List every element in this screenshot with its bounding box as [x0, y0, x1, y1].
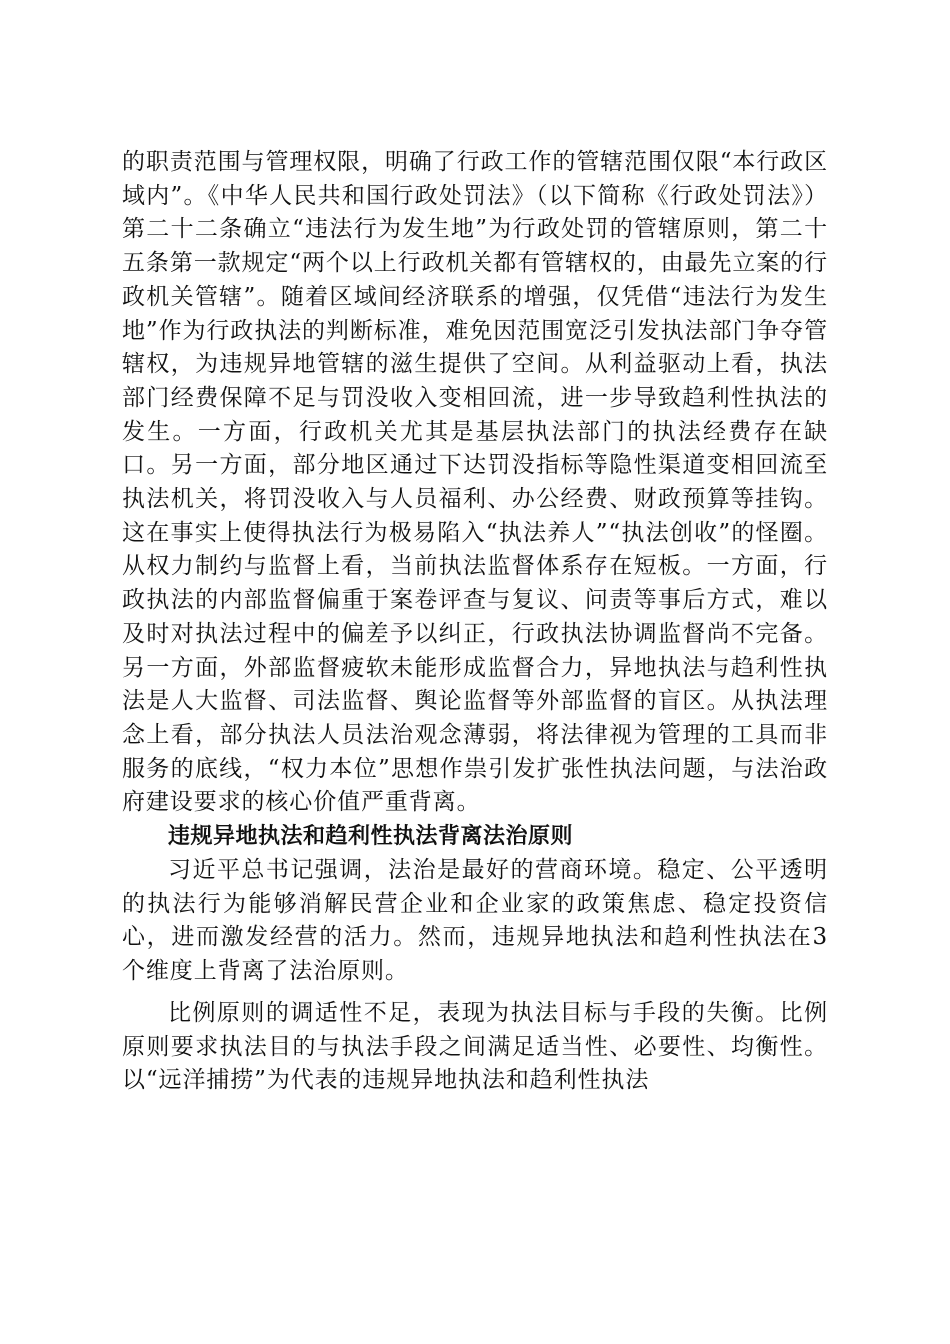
section-heading: 违规异地执法和趋利性执法背离法治原则 [168, 824, 574, 850]
paragraph-gap [122, 989, 828, 997]
body-paragraph-1: 的职责范围与管理权限，明确了行政工作的管辖范围仅限“本行政区域内”。《中华人民共和国行政处罚法》（以下简称《行政处罚法》）第二十二条确立“违法行为发生地”为行政处罚的管辖原则，第二十五条第一款规定“两个以上行政机关都有管辖权的，由最先立案的行政机关管辖”。随着区域间经济联系的增强，仅凭借“违法行为发生地”作为行政执法的判断标准，难免因范围宽泛引发执法部门争夺管辖权，为违规异地管辖的滋生提供了空间。从利益驱动上看，执法部门经费保障不足与罚没收入变相回流，进一步导致趋利性执法的发生。一方面，行政机关尤其是基层执法部门的执法经费存在缺口。另一方面，部分地区通过下达罚没指标等隐性渠道变相回流至执法机关，将罚没收入与人员福利、办公经费、财政预算等挂钩。这在事实上使得执法行为极易陷入“执法养人”“执法创收”的怪圈。从权力制约与监督上看，当前执法监督体系存在短板。一方面，行政执法的内部监督偏重于案卷评查与复议、问责等事后方式，难以及时对执法过程中的偏差予以纠正，行政执法协调监督尚不完备。另一方面，外部监督疲软未能形成监督合力，异地执法与趋利性执法是人大监督、司法监督、舆论监督等外部监督的盲区。从执法理念上看，部分执法人员法治观念薄弱，将法律视为管理的工具而非服务的底线，“权力本位”思想作祟引发扩张性执法问题，与法治政府建设要求的核心价值严重背离。 [122, 149, 828, 816]
body-paragraph-2: 习近平总书记强调，法治是最好的营商环境。稳定、公平透明的执法行为能够消解民营企业和企业家的政策焦虑、稳定投资信心，进而激发经营的活力。然而，违规异地执法和趋利性执法在3个维度上背离了法治原则。 [122, 857, 828, 985]
document-page [122, 146, 828, 1098]
body-paragraph-3: 比例原则的调适性不足，表现为执法目标与手段的失衡。比例原则要求执法目的与执法手段之间满足适当性、必要性、均衡性。以“远洋捕捞”为代表的违规异地执法和趋利性执法 [122, 999, 828, 1094]
